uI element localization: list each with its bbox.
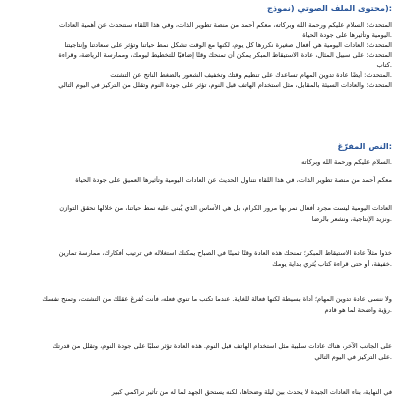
transcript-heading: :النص المفرّغ bbox=[337, 141, 392, 151]
audio-line: المتحدث: العادات اليومية هي أفعال صغيرة نكررها كل يوم، لكنها مع الوقت تشكل نمط حياتنا وتؤثر على سعادتنا وإنتاجيتنا bbox=[64, 40, 392, 49]
transcript-line: العادات اليومية ليست مجرد أفعال نمر بها مرور الكرام، بل هي الأساس الذي يُبنى عليه نمط حياتنا، من خلالها نحقق التوازن bbox=[59, 204, 392, 212]
transcript-line: .خفيفة، أو حتى قراءة كتاب يُثري بداية يومك bbox=[272, 260, 392, 268]
transcript-line: معكم أحمد من منصة تطوير الذات، في هذا اللقاء نتناول الحديث عن العادات اليومية وتأثيرها العميق على جودة الحياة bbox=[75, 176, 392, 184]
transcript-line: في النهاية، بناء العادات الجيدة لا يحدث بين ليلة وضحاها، لكنه يستحق الجهد لما له من تأثير تراكمي كبير bbox=[111, 388, 392, 396]
transcript-line: خذوا مثلاً عادة الاستيقاظ المبكر؛ تمنحك هذه العادة وقتًا ثمينًا في الصباح يمكنك استغلاله في ترتيب أفكارك، ممارسة تمارين bbox=[58, 249, 392, 257]
transcript-line: .السلام عليكم ورحمة الله وبركاته bbox=[301, 158, 392, 166]
transcript-line: .ونزيد الإنتاجية، ونشعر بالرضا bbox=[311, 215, 392, 223]
transcript-line: .على التركيز في اليوم التالي bbox=[314, 353, 392, 361]
audio-line: المتحدث: السلام عليكم ورحمة الله وبركاته، معكم أحمد من منصة تطوير الذات، وفي هذا اللقاء سنتحدث عن أهمية العادات bbox=[59, 21, 392, 29]
transcript-line: ولا ننسى عادة تدوين المهام؛ أداة بسيطة لكنها فعالة للغاية. عندما تكتب ما تنوي فعله، فأنت تُفرغ عقلك من التشتت، وتمنح نفسك bbox=[42, 295, 392, 303]
transcript-line: على الجانب الآخر، هناك عادات سلبية مثل استخدام الهاتف قبل النوم. هذه العادة تؤثر سلبًا على جودة النوم، وتقلل من قدرتك bbox=[52, 342, 392, 350]
audio-line: .المتحدث: أيضًا عادة تدوين المهام تساعدك على تنظيم وقتك وتخفيف الشعور بالضغط الناتج عن التشتت bbox=[110, 70, 392, 79]
audio-content-block bbox=[10, 21, 392, 91]
audio-line: المتحدث: على سبيل المثال، عادة الاستيقاظ المبكر يمكن أن تمنحك وقتًا إضافيًا للتخطيط ليومك، وممارسة الرياضة، وقراءة bbox=[58, 50, 392, 59]
audio-line: .كتاب bbox=[376, 60, 392, 69]
audio-line: المتحدث: والعادات السيئة بالمقابل، مثل استخدام الهاتف قبل النوم، تؤثر على جودة النوم وتقلل من التركيز في اليوم التالي bbox=[58, 80, 392, 89]
transcript-line: .رؤية واضحة لما هو قادم bbox=[324, 306, 392, 314]
audio-content-heading: :(محتوى الملف الصوتي (نموذج bbox=[267, 3, 392, 13]
audio-line: .اليومية وتأثيرها على جودة الحياة bbox=[302, 30, 392, 39]
